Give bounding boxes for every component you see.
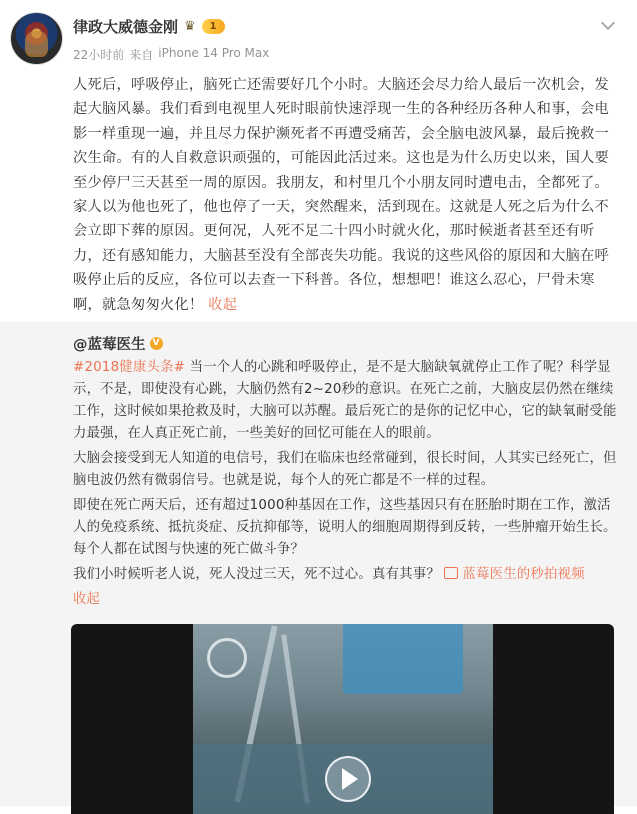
collapse-link[interactable]: 收起 <box>208 296 238 313</box>
video-player[interactable] <box>71 624 614 814</box>
thumbnail-fixture <box>207 638 247 678</box>
post-body <box>73 73 615 317</box>
repost-paragraph-4 <box>73 564 618 586</box>
video-icon <box>444 567 458 579</box>
repost-collapse-link[interactable]: 收起 <box>73 592 100 607</box>
play-icon[interactable] <box>325 756 371 802</box>
repost-paragraph-3: 即使在死亡两天后，还有超过1000种基因在工作，这些基因只有在胚胎时期在工作，激活人的免疫系统、抵抗炎症、反抗抑郁等，说明人的细胞周期得到反转，一些肿瘤开始生长。每个人都在试图与快速的死亡做斗争？ <box>73 498 617 557</box>
post-meta <box>73 46 269 63</box>
repost-text-1: 当一个人的心跳和呼吸停止，是不是大脑缺氧就停止工作了呢？科学显示，不是，即使没有心跳，大脑仍然有2~20秒的意识。在死亡之前，大脑皮层仍然在继续工作，这时候如果抢救及时，大脑可以苏醒。最后死亡的是你的记忆中心，它的缺氧耐受能力最强，在人真正死亡前，一些美好的回忆可能在人的眼前。 <box>73 360 617 441</box>
crown-icon: ♛ <box>184 19 196 34</box>
thumbnail-machine <box>343 624 463 694</box>
repost-author[interactable]: @蓝莓医生 <box>73 336 146 353</box>
video-link[interactable] <box>444 567 584 582</box>
repost-paragraph-2: 大脑会接受到无人知道的电信号，我们在临床也经常碰到，很长时间，人其实已经死亡，但脑电波仍然有微弱信号。也就是说，每个人的死亡都是不一样的过程。 <box>73 451 617 488</box>
video-link-label: 蓝莓医生的秒拍视频 <box>462 567 585 582</box>
repost-paragraph-1 <box>73 357 618 445</box>
repost-card <box>0 322 637 806</box>
repost-text-4: 我们小时候听老人说，死人没过三天，死不过心。真有其事？ <box>73 567 440 582</box>
weibo-post <box>0 0 637 322</box>
chevron-down-icon[interactable] <box>601 16 615 30</box>
post-source: iPhone 14 Pro Max <box>158 46 270 60</box>
source-prefix: 来自 <box>129 48 154 62</box>
hashtag-link[interactable]: #2018健康头条# <box>73 360 186 375</box>
repost-author-row <box>73 332 618 354</box>
level-badge[interactable]: 1 <box>202 19 225 34</box>
author-name[interactable]: 律政大威德金刚 <box>73 18 179 36</box>
post-time[interactable]: 22小时前 <box>73 48 125 62</box>
author-row <box>73 16 225 37</box>
author-avatar[interactable] <box>10 12 63 65</box>
post-text: 人死后，呼吸停止，脑死亡还需要好几个小时。大脑还会尽力给人最后一次机会，发起大脑风暴。我们看到电视里人死时眼前快速浮现一生的各种经历各种人和事，会电影一样重现一遍，并且尽力保护濒死者不再遭受痛苦，会全脑电波风暴，最后挽救一次生命。有的人自救意识顽强的，可能因此活过来。这也是为什么历史以来，国人要至少停尸三天甚至一周的原因。我朋友，和村里几个小朋友同时遭电击，全都死了。家人以为他也死了，他也停了一天，突然醒来，活到现在。这就是人死之后为什么不会立即下葬的原因。更何况，人死不足二十四小时就火化，那时候逝者甚至还有听力，还有感知能力，大脑甚至没有全部丧失功能。我说的这些风俗的原因和大脑在呼吸停止后的反应，各位可以去查一下科普。各位，想想吧！谁这么忍心，尸骨未寒啊，就急匆匆火化！ <box>73 77 610 313</box>
verified-icon: V <box>150 337 163 350</box>
